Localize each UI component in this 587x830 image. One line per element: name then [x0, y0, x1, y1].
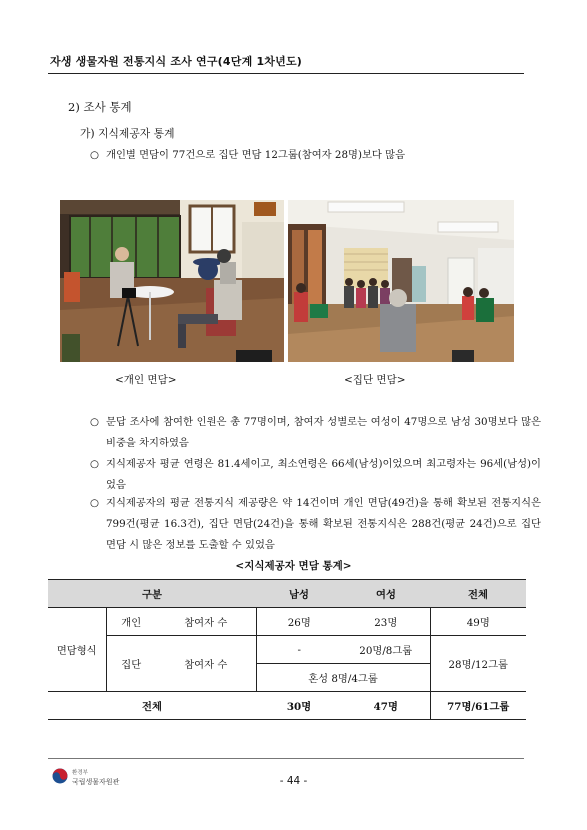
header-rule [48, 73, 524, 74]
left-photo-caption: <개인 면담> [115, 374, 177, 386]
group-type: 집단 [121, 659, 142, 671]
group-mixed: 혼성 8명/4그룹 [308, 673, 378, 685]
personal-female: 23명 [342, 608, 430, 636]
group-interview-photo [288, 200, 514, 362]
personal-male: 26명 [256, 608, 342, 636]
individual-interview-photo [60, 200, 284, 362]
total-male: 30명 [256, 692, 342, 720]
table-header-row [48, 580, 526, 608]
group-total: 28명/12그룹 [430, 636, 526, 692]
header-category: 구분 [48, 580, 256, 608]
row-group-label: 면담형식 [48, 608, 106, 692]
paragraph-2-text: 지식제공자 평균 연령은 81.4세이고, 최소연령은 66세(남성)이었으며 최고령자는 96세(남성)이었음 [106, 458, 541, 491]
table-title: <지식제공자 면담 통계> [235, 560, 352, 572]
paragraph-1-text: 문답 조사에 참여한 인원은 총 77명이며, 참여자 성별로는 여성이 47명으로 남성 30명보다 많은 비중을 차지하였음 [106, 416, 541, 449]
bullet-circle-icon: ○ [90, 416, 99, 428]
paragraph-2 [90, 454, 541, 496]
header-total: 전체 [430, 580, 526, 608]
personal-metric: 참여자 수 [156, 608, 256, 636]
total-label: 전체 [48, 692, 256, 720]
bullet-circle-icon: ○ [90, 497, 99, 509]
footer-org-small: 환경부 [72, 770, 88, 776]
intro-bullet [90, 145, 541, 166]
subsection-heading: 가) 지식제공자 통계 [80, 127, 175, 140]
running-header: 자생 생물자원 전통지식 조사 연구(4단계 1차년도) [50, 55, 303, 68]
header-male: 남성 [256, 580, 342, 608]
table-total-row [48, 692, 526, 720]
right-photo-caption: <집단 면담> [344, 374, 406, 386]
group-metric: 참여자 수 [156, 636, 256, 692]
personal-type: 개인 [106, 608, 156, 636]
footer-org-name: 국립생물자원관 [72, 778, 120, 786]
group-male: - [256, 636, 342, 664]
section-heading: 2) 조사 통계 [68, 100, 132, 114]
intro-bullet-text: 개인별 면담이 77건으로 집단 면담 12그룹(참여자 28명)보다 많음 [106, 149, 406, 161]
group-female: 20명/8그룹 [342, 636, 430, 664]
table-row-personal [48, 608, 526, 636]
footer-rule [48, 758, 524, 759]
bullet-circle-icon: ○ [90, 149, 99, 161]
interview-stats-table [48, 579, 526, 720]
personal-total: 49명 [430, 608, 526, 636]
bullet-circle-icon: ○ [90, 458, 99, 470]
paragraph-3-text: 지식제공자의 평균 전통지식 제공량은 약 14건이며 개인 면담(49건)을 통해 확보된 전통지식은 799건(평균 16.3건), 집단 면담(24건)을 통해 확보된 전통지식은 288건(평균 24건)으로 집단 면담 시 많은 정보를 도출할 수 있었음 [106, 497, 541, 551]
header-female: 여성 [342, 580, 430, 608]
total-female: 47명 [342, 692, 430, 720]
total-all: 77명/61그룹 [430, 692, 526, 720]
page-number: - 44 - [279, 775, 308, 787]
paragraph-3 [90, 493, 541, 556]
paragraph-1 [90, 412, 541, 454]
table-row-group [48, 636, 526, 664]
